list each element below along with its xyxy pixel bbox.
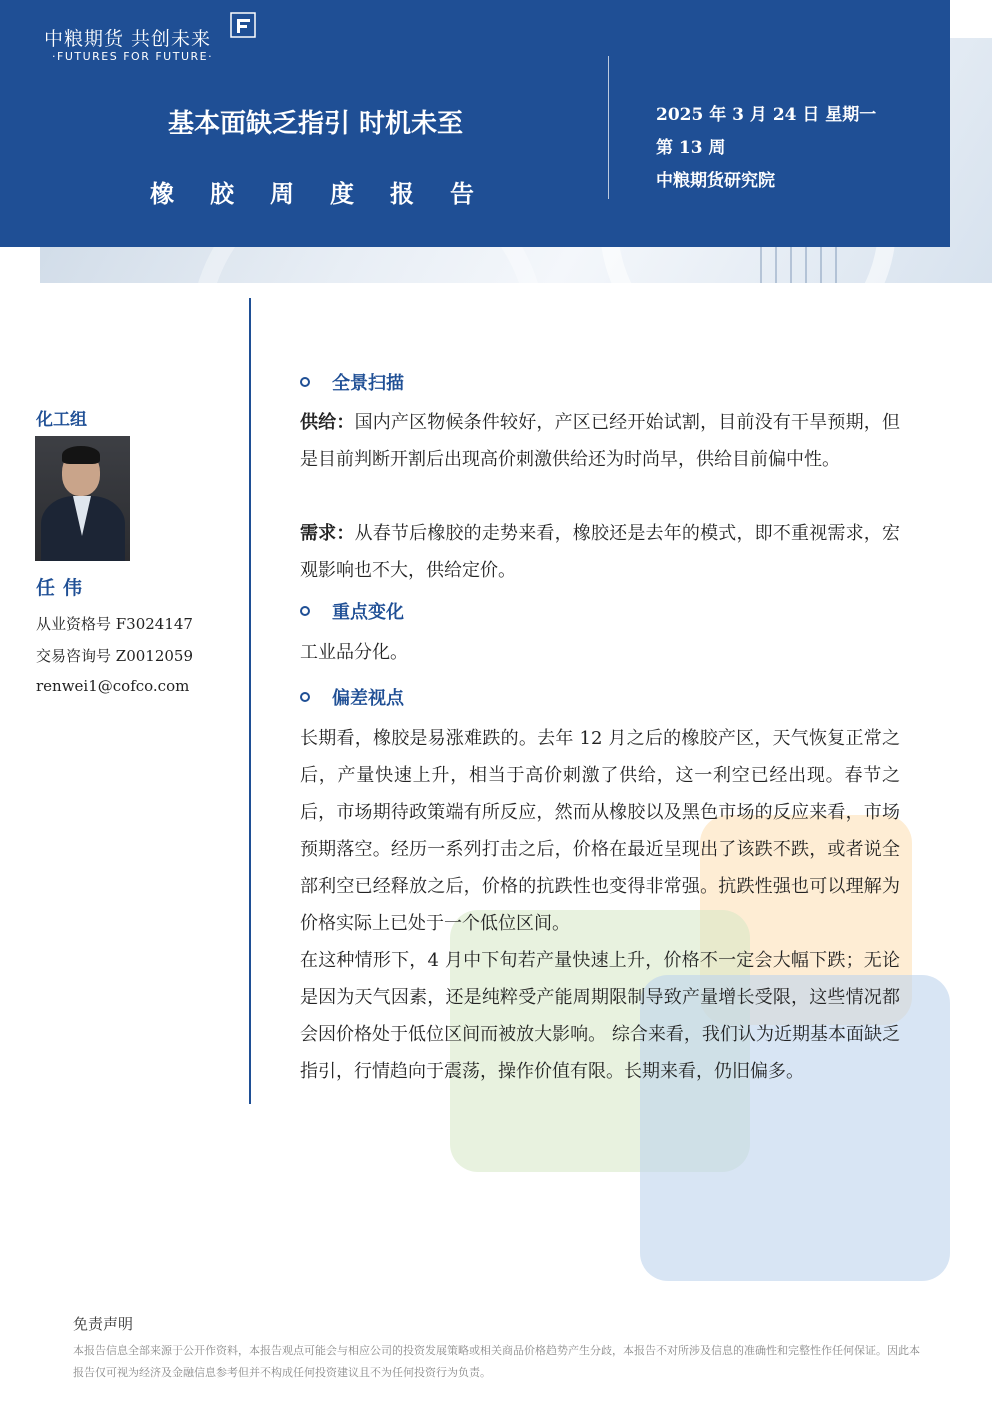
disclaimer-title: 免责声明 — [73, 1315, 134, 1333]
section-title: 重点变化 — [332, 602, 404, 623]
section-title: 偏差视点 — [332, 688, 404, 709]
disclaimer-text: 本报告信息全部来源于公开作资料，本报告观点可能会与相应公司的投资发展策略或相关商品价格趋势产生分歧，本报告不对所涉及信息的准确性和完整性作任何保证。因此本报告仅可视为经济及金融信息参考但并不构成任何投资建议且不为任何投资行为负责。 — [73, 1344, 920, 1379]
paragraph-demand — [300, 515, 900, 589]
bullet-icon — [300, 692, 310, 702]
paragraph-text: 长期看，橡胶是易涨难跌的。去年 12 月之后的橡胶产区，天气恢复正常之后，产量快速上升，相当于高价刺激了供给，这一利空已经出现。春节之后，市场期待政策端有所反应，然而从橡胶以及黑色市场的反应来看，市场预期落空。经历一系列打击之后，价格在最近呈现出了该跌不跌，或者说全部利空已经释放之后，价格的抗跌性也变得非常强。抗跌性强也可以理解为价格实际上已处于一个低位区间。 — [300, 728, 900, 934]
report-week: 第 13 周 — [656, 138, 726, 158]
section-header-overview — [300, 369, 404, 395]
report-title: 基本面缺乏指引 时机未至 — [168, 109, 464, 139]
bullet-icon — [300, 606, 310, 616]
paragraph-text: 工业品分化。 — [300, 642, 408, 663]
report-date: 2025 年 3 月 24 日 星期一 — [656, 105, 877, 125]
team-label: 化工组 — [36, 410, 87, 430]
paragraph-label: 需求： — [300, 523, 355, 544]
paragraph-text: 在这种情形下，4 月中下旬若产量快速上升，价格不一定会大幅下跌；无论是因为天气因素，还是纯粹受产能周期限制导致产量增长受限，这些情况都会因价格处于低位区间而被放大影响。 综合来看，我们认为近期基本面缺乏指引，行情趋向于震荡，操作价值有限。长期来看，仍旧偏多。 — [300, 950, 900, 1082]
author-name: 任伟 — [36, 577, 91, 599]
report-institute: 中粮期货研究院 — [656, 171, 775, 191]
header-banner — [0, 0, 950, 247]
paragraph-label: 供给： — [300, 412, 355, 433]
paragraph-supply — [300, 404, 900, 478]
report-subtitle: 橡胶周度报告 — [150, 179, 510, 208]
paragraph-long-term-view — [300, 720, 900, 942]
header-divider — [608, 56, 609, 199]
qualification-number: 从业资格号 F3024147 — [36, 615, 193, 633]
section-header-key-changes — [300, 598, 404, 624]
section-header-contrarian-view — [300, 684, 404, 710]
author-email[interactable]: renwei1@cofco.com — [36, 677, 190, 695]
sidebar-divider — [249, 298, 251, 1104]
bullet-icon — [300, 377, 310, 387]
logo-slogan: ·FUTURES FOR FUTURE· — [52, 50, 214, 63]
paragraph-text: 从春节后橡胶的走势来看，橡胶还是去年的模式，即不重视需求，宏观影响也不大，供给定价。 — [300, 523, 900, 581]
logo-mark-icon — [228, 10, 258, 40]
logo-text: 中粮期货 共创未来 — [44, 28, 212, 50]
paragraph-key-changes — [300, 634, 900, 671]
paragraph-conclusion — [300, 942, 900, 1090]
paragraph-text: 国内产区物候条件较好，产区已经开始试割，目前没有干旱预期，但是目前判断开割后出现高价刺激供给还为时尚早，供给目前偏中性。 — [300, 412, 900, 470]
consulting-number: 交易咨询号 Z0012059 — [36, 647, 193, 665]
section-title: 全景扫描 — [332, 373, 404, 394]
author-photo — [35, 436, 130, 561]
